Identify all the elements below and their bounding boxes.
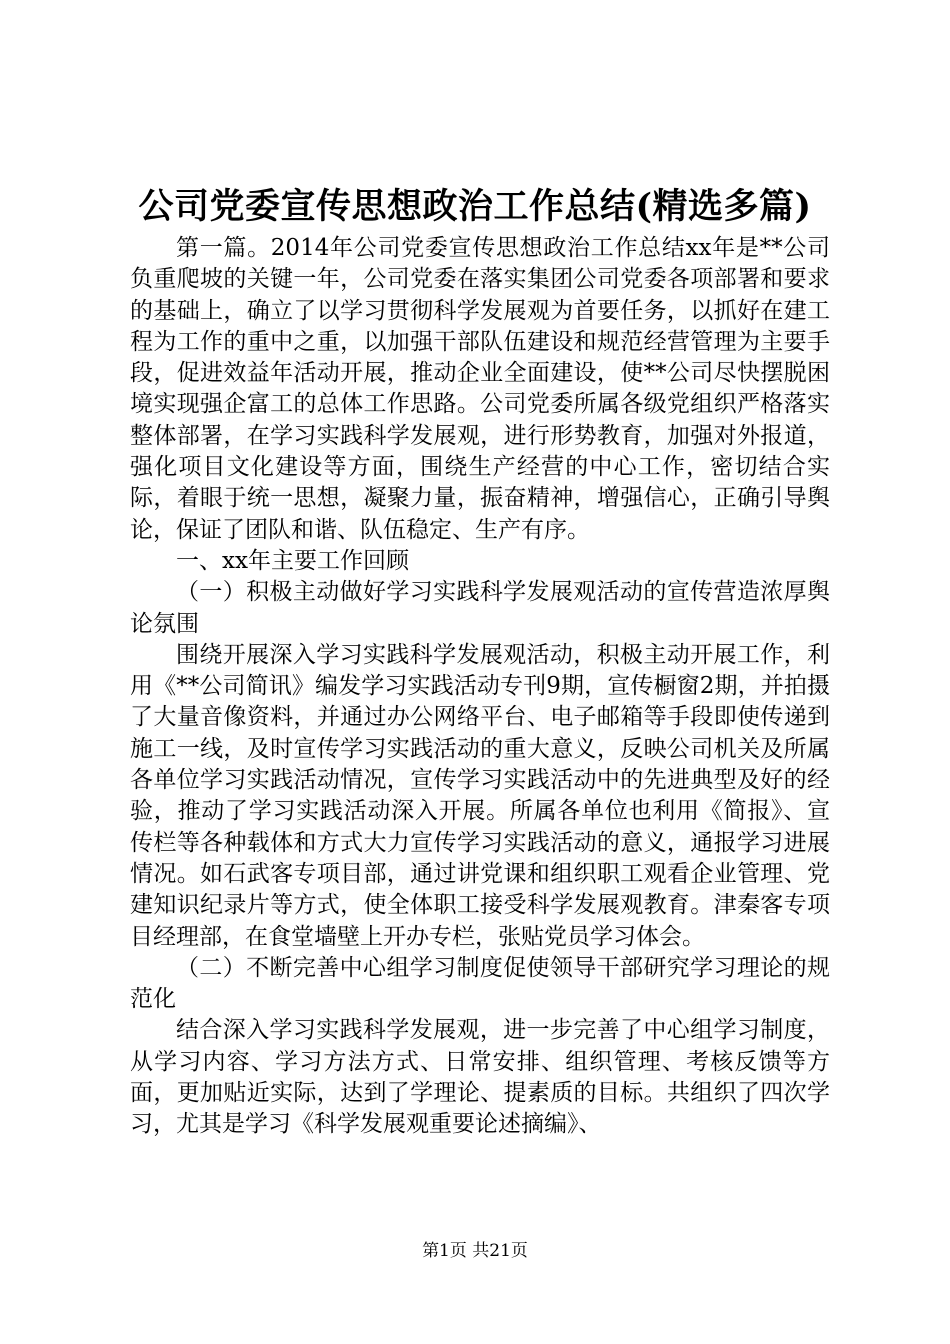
- document-body: [130, 233, 830, 1141]
- paragraph-section-1: 围绕开展深入学习实践科学发展观活动，积极主动开展工作，利用《**公司简讯》编发学习实践活动专刊9期，宣传橱窗2期，并拍摄了大量音像资料，并通过办公网络平台、电子邮箱等手段即使传递到施工一线，及时宣传学习实践活动的重大意义，反映公司机关及所属各单位学习实践活动情况，宣传学习实践活动中的先进典型及好的经验，推动了学习实践活动深入开展。所属各单位也利用《简报》、宣传栏等各种载体和方式大力宣传学习实践活动的意义，通报学习进展情况。如石武客专项目部，通过讲党课和组织职工观看企业管理、党建知识纪录片等方式，使全体职工接受科学发展观教育。津秦客专项目经理部，在食堂墙壁上开办专栏，张贴党员学习体会。: [130, 641, 830, 950]
- page-footer: 第1页 共21页: [422, 1241, 528, 1261]
- subsection-heading-2: （二）不断完善中心组学习制度促使领导干部研究学习理论的规范化: [130, 954, 830, 1013]
- section-heading: 一、xx年主要工作回顾: [176, 547, 409, 574]
- paragraph-intro: 第一篇。2014年公司党委宣传思想政治工作总结xx年是**公司负重爬坡的关键一年，公司党委在落实集团公司党委各项部署和要求的基础上，确立了以学习贯彻科学发展观为首要任务，以抓好在建工程为工作的重中之重，以加强干部队伍建设和规范经营管理为主要手段，促进效益年活动开展，推动企业全面建设，使**公司尽快摆脱困境实现强企富工的总体工作思路。公司党委所属各级党组织严格落实整体部署，在学习实践科学发展观，进行形势教育，加强对外报道，强化项目文化建设等方面，围绕生产经营的中心工作，密切结合实际，着眼于统一思想，凝聚力量，振奋精神，增强信心，正确引导舆论，保证了团队和谐、队伍稳定、生产有序。: [130, 235, 830, 543]
- paragraph-section-2: 结合深入学习实践科学发展观，进一步完善了中心组学习制度，从学习内容、学习方法方式、日常安排、组织管理、考核反馈等方面，更加贴近实际，达到了学理论、提素质的目标。共组织了四次学习，尤其是学习《科学发展观重要论述摘编》、: [130, 1017, 830, 1138]
- subsection-heading-1: （一）积极主动做好学习实践科学发展观活动的宣传营造浓厚舆论氛围: [130, 579, 830, 637]
- document-title: 公司党委宣传思想政治工作总结(精选多篇): [138, 186, 812, 227]
